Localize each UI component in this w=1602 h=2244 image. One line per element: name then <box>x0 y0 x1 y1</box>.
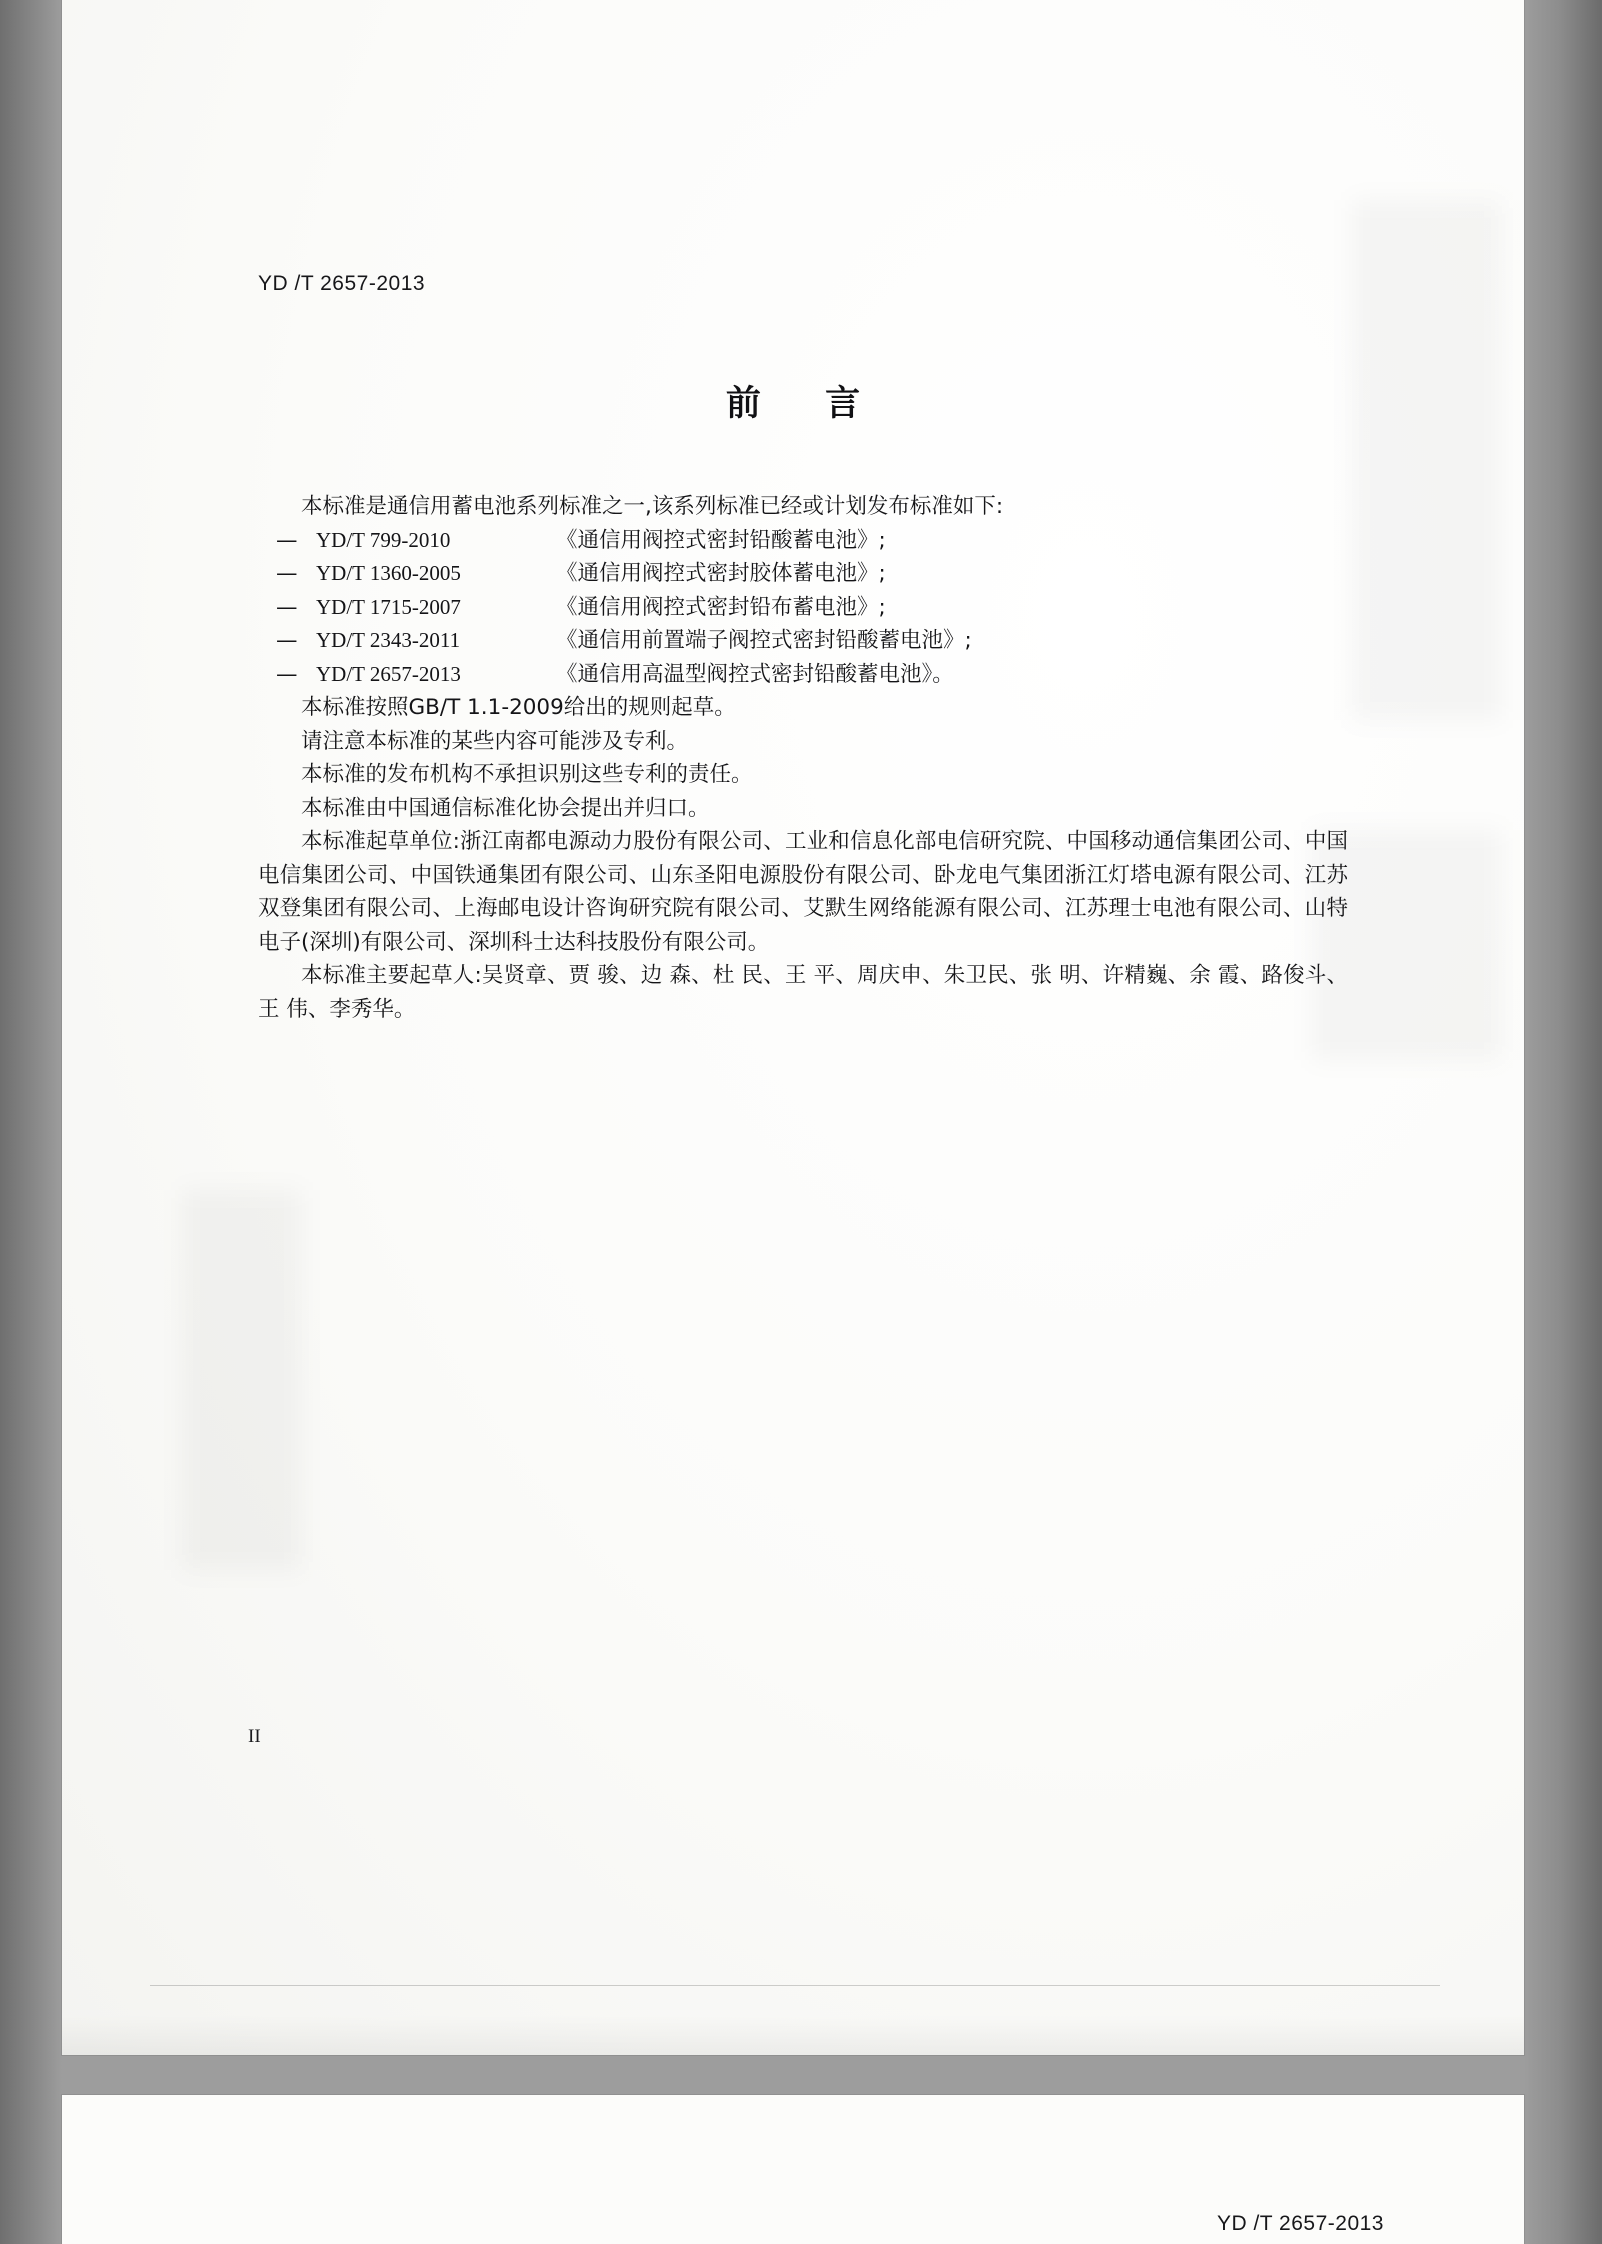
foreword-body <box>258 490 1348 1026</box>
standard-code-footer: YD /T 2657-2013 <box>1216 2212 1384 2235</box>
list-item-name: 《通信用阀控式密封胶体蓄电池》; <box>556 561 886 586</box>
viewer-left-backdrop <box>0 0 62 2244</box>
list-dash: — <box>276 561 298 586</box>
list-item-id: YD/T 2343-2011 <box>316 628 461 652</box>
document-page-2 <box>62 2095 1524 2244</box>
page-title: 前 言 <box>725 384 887 424</box>
foreword-patent-notice: 请注意本标准的某些内容可能涉及专利。 <box>301 728 689 754</box>
standard-list-item <box>258 557 1348 591</box>
list-item-name: 《通信用高温型阀控式密封铅酸蓄电池》。 <box>556 661 954 687</box>
viewer-right-backdrop <box>1524 0 1602 2244</box>
list-dash: — <box>276 661 298 687</box>
foreword-patent-responsibility: 本标准的发布机构不承担识别这些专利的责任。 <box>301 762 753 787</box>
foreword-proposing-body: 本标准由中国通信标准化协会提出并归口。 <box>301 795 710 821</box>
page-number: II <box>248 1726 261 1747</box>
list-item-name: 《通信用阀控式密封铅酸蓄电池》; <box>556 527 886 553</box>
standard-list-item <box>258 624 1348 658</box>
standard-code-header: YD /T 2657-2013 <box>258 272 426 295</box>
standard-list-item <box>258 658 1348 692</box>
list-item-id: YD/T 799-2010 <box>316 527 451 552</box>
standard-list-item <box>258 591 1348 625</box>
list-item-id: YD/T 2657-2013 <box>316 661 461 686</box>
foreword-intro-paragraph: 本标准是通信用蓄电池系列标准之一,该系列标准已经或计划发布标准如下: <box>301 494 1004 519</box>
drafting-units-paragraph: 本标准起草单位:浙江南都电源动力股份有限公司、工业和信息化部电信研究院、中国移动通信集团公司、中国电信集团公司、中国铁通集团有限公司、山东圣阳电源股份有限公司、卧龙电气集团浙江灯塔电源有限公司、江苏双登集团有限公司、上海邮电设计咨询研究院有限公司、艾默生网络能源有限公司、江苏理士电池有限公司、山特电子(深圳)有限公司、深圳科士达科技股份有限公司。 <box>258 829 1348 955</box>
foreword-rule-paragraph: 本标准按照GB/T 1.1-2009给出的规则起草。 <box>301 695 736 720</box>
list-dash: — <box>276 527 298 553</box>
document-page-1 <box>62 0 1524 2055</box>
list-item-id: YD/T 1360-2005 <box>316 561 461 585</box>
list-item-id: YD/T 1715-2007 <box>316 594 461 619</box>
list-item-name: 《通信用前置端子阀控式密封铅酸蓄电池》; <box>556 628 972 653</box>
list-dash: — <box>276 594 298 620</box>
standard-list-item <box>258 524 1348 558</box>
list-dash: — <box>276 628 298 653</box>
list-item-name: 《通信用阀控式密封铅布蓄电池》; <box>556 594 886 620</box>
drafters-paragraph: 本标准主要起草人:吴贤章、贾 骏、边 森、杜 民、王 平、周庆申、朱卫民、张 明、许精巍、余 霞、路俊斗、王 伟、李秀华。 <box>258 963 1348 1022</box>
page-content <box>62 0 1524 2055</box>
footer-divider <box>150 1985 1440 1986</box>
